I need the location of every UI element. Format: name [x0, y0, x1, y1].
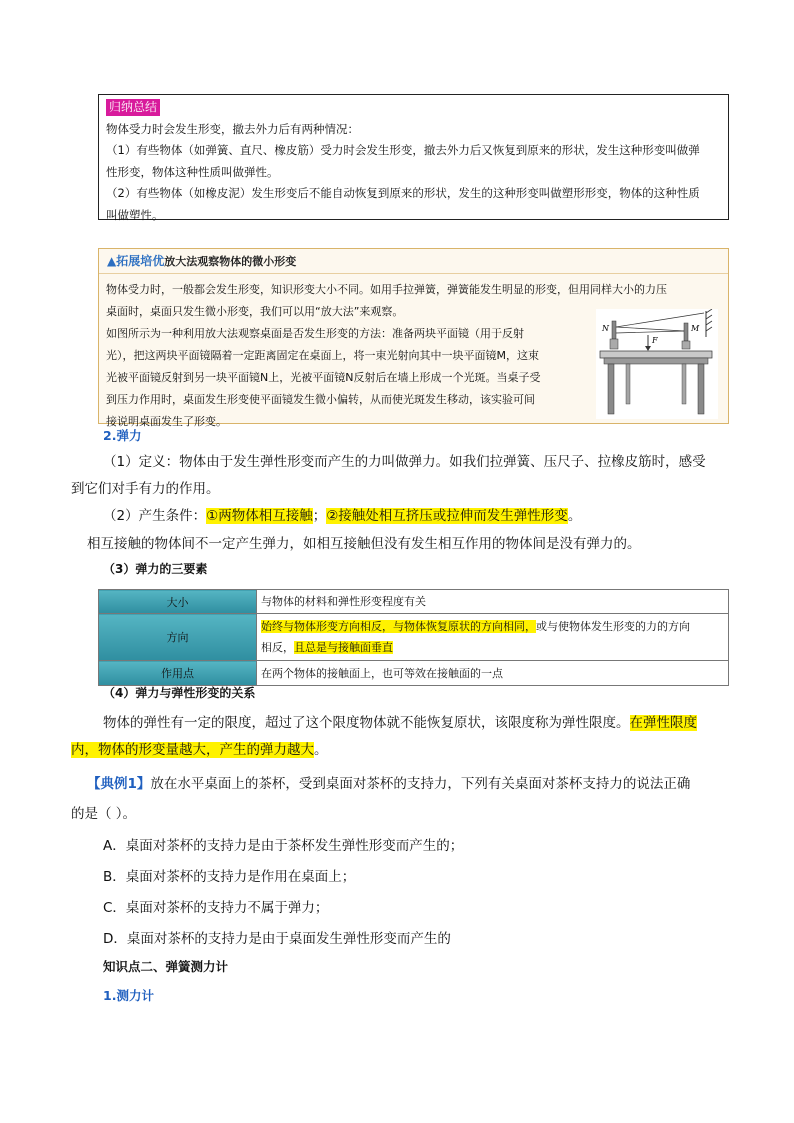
extension-box [98, 248, 729, 428]
summary-tag: 归纳总结 [106, 99, 160, 116]
triangle-icon: ▲ [107, 254, 117, 268]
summary-line: 物体受力时会发生形变，撤去外力后有两种情况： [106, 121, 359, 136]
summary-line: （2）有些物体（如橡皮泥）发生形变后不能自动恢复到原来的形状，发生的这种形变叫做塑形形变，物体的这种性质 [106, 186, 700, 200]
extension-line: 桌面时，桌面只发生微小形变，我们可以用“放大法”来观察。 [106, 305, 404, 318]
extension-header [99, 249, 728, 274]
table-key-direction: 方向 [99, 614, 257, 661]
mirror-m-label: M [691, 324, 700, 333]
example-question-end: 的是（ ）。 [71, 806, 137, 822]
definition-line: 到它们对手有力的作用。 [71, 481, 220, 497]
extension-line: 如图所示为一种利用放大法观察桌面是否发生形变的方法：准备两块平面镜（用于反射 [106, 327, 524, 340]
knowledge-subheading: 1.测力计 [103, 988, 154, 1003]
relation-end: 。 [314, 742, 328, 758]
extension-line: 物体受力时，一般都会发生形变，知识形变大小不同。如用手拉弹簧，弹簧能发生明显的形变，但用同样大小的力压 [106, 283, 667, 296]
condition-line [103, 503, 581, 530]
condition-sep: ； [312, 508, 327, 524]
direction-rest: 或与使物体发生形变的力的方向 [536, 620, 690, 633]
condition-label: （2）产生条件： [103, 508, 207, 524]
summary-line: 性形变，物体这种性质叫做弹性。 [106, 164, 279, 179]
three-elements-heading: （3）弹力的三要素 [103, 562, 208, 576]
knowledge-heading: 知识点二、弹簧测力计 [103, 959, 229, 974]
example-tag: 【典例1】 [87, 776, 151, 792]
mirror-experiment-figure [596, 309, 718, 419]
relation-highlight: 内，物体的形变量越大，产生的弹力越大 [71, 742, 314, 758]
direction-highlight-2: 且总是与接触面垂直 [294, 641, 393, 654]
mirror-n-label: N [602, 324, 609, 333]
summary-line: （1）有些物体（如弹簧、直尺、橡皮筋）受力时会发生形变，撤去外力后又恢复到原来的形状，发生这种形变叫做弹 [106, 143, 700, 157]
direction-line2: 相反， [261, 641, 294, 654]
relation-line [103, 710, 697, 737]
extension-line: 接说明桌面发生了形变。 [106, 415, 227, 428]
relation-highlight: 在弹性限度 [629, 715, 697, 731]
option-b: B．桌面对茶杯的支持力是作用在桌面上； [103, 869, 356, 885]
example-question-text: 放在水平桌面上的茶杯，受到桌面对茶杯的支持力，下列有关桌面对茶杯支持力的说法正确 [150, 776, 691, 792]
table-row [99, 614, 729, 661]
option-a: A．桌面对茶杯的支持力是由于茶杯发生弹性形变而产生的； [103, 838, 464, 854]
section-heading: 2.弹力 [103, 428, 142, 443]
option-c: C．桌面对茶杯的支持力不属于弹力； [103, 900, 329, 916]
extension-line: 到压力作用时，桌面发生形变使平面镜发生微小偏转，从而使光斑发生移动，该实验可间 [106, 393, 535, 406]
table-val-point: 在两个物体的接触面上，也可等效在接触面的一点 [257, 661, 729, 686]
elastic-force-table [98, 589, 729, 686]
condition-2: ②接触处相互挤压或拉伸而发生弹性形变 [326, 508, 568, 524]
relation-text: 物体的弹性有一定的限度，超过了这个限度物体就不能恢复原状，该限度称为弹性限度。 [103, 715, 630, 731]
relation-line [71, 737, 328, 764]
extension-line: 光），把这两块平面镜隔着一定距离固定在桌面上，将一束光射向其中一块平面镜M，这束 [106, 349, 539, 362]
definition-line: （1）定义：物体由于发生弹性形变而产生的力叫做弹力。如我们拉弹簧、压尺子、拉橡皮筋时，感受 [103, 454, 706, 470]
option-d: D．桌面对茶杯的支持力是由于桌面发生弹性形变而产生的 [103, 931, 451, 947]
table-key-size: 大小 [99, 590, 257, 614]
note-line: 相互接触的物体间不一定产生弹力，如相互接触但没有发生相互作用的物体间是没有弹力的。 [87, 536, 641, 552]
example-question [87, 771, 690, 798]
table-val-size: 与物体的材料和弹性形变程度有关 [257, 590, 729, 614]
table-key-point: 作用点 [99, 661, 257, 686]
extension-title: 放大法观察物体的微小形变 [164, 255, 297, 268]
direction-highlight: 始终与物体形变方向相反，与物体恢复原状的方向相同， [261, 620, 536, 633]
summary-line: 叫做塑性。 [106, 207, 164, 222]
force-label: F [652, 336, 658, 345]
table-row [99, 590, 729, 614]
relation-heading: （4）弹力与弹性形变的关系 [103, 686, 256, 700]
table-val-direction [257, 614, 729, 661]
extension-line: 光被平面镜反射到另一块平面镜N上，光被平面镜N反射后在墙上形成一个光斑。当桌子受 [106, 371, 541, 384]
condition-1: ①两物体相互接触 [206, 508, 313, 524]
summary-box [98, 94, 729, 220]
extension-tag: 拓展培优 [116, 254, 165, 268]
condition-end: 。 [567, 508, 582, 524]
